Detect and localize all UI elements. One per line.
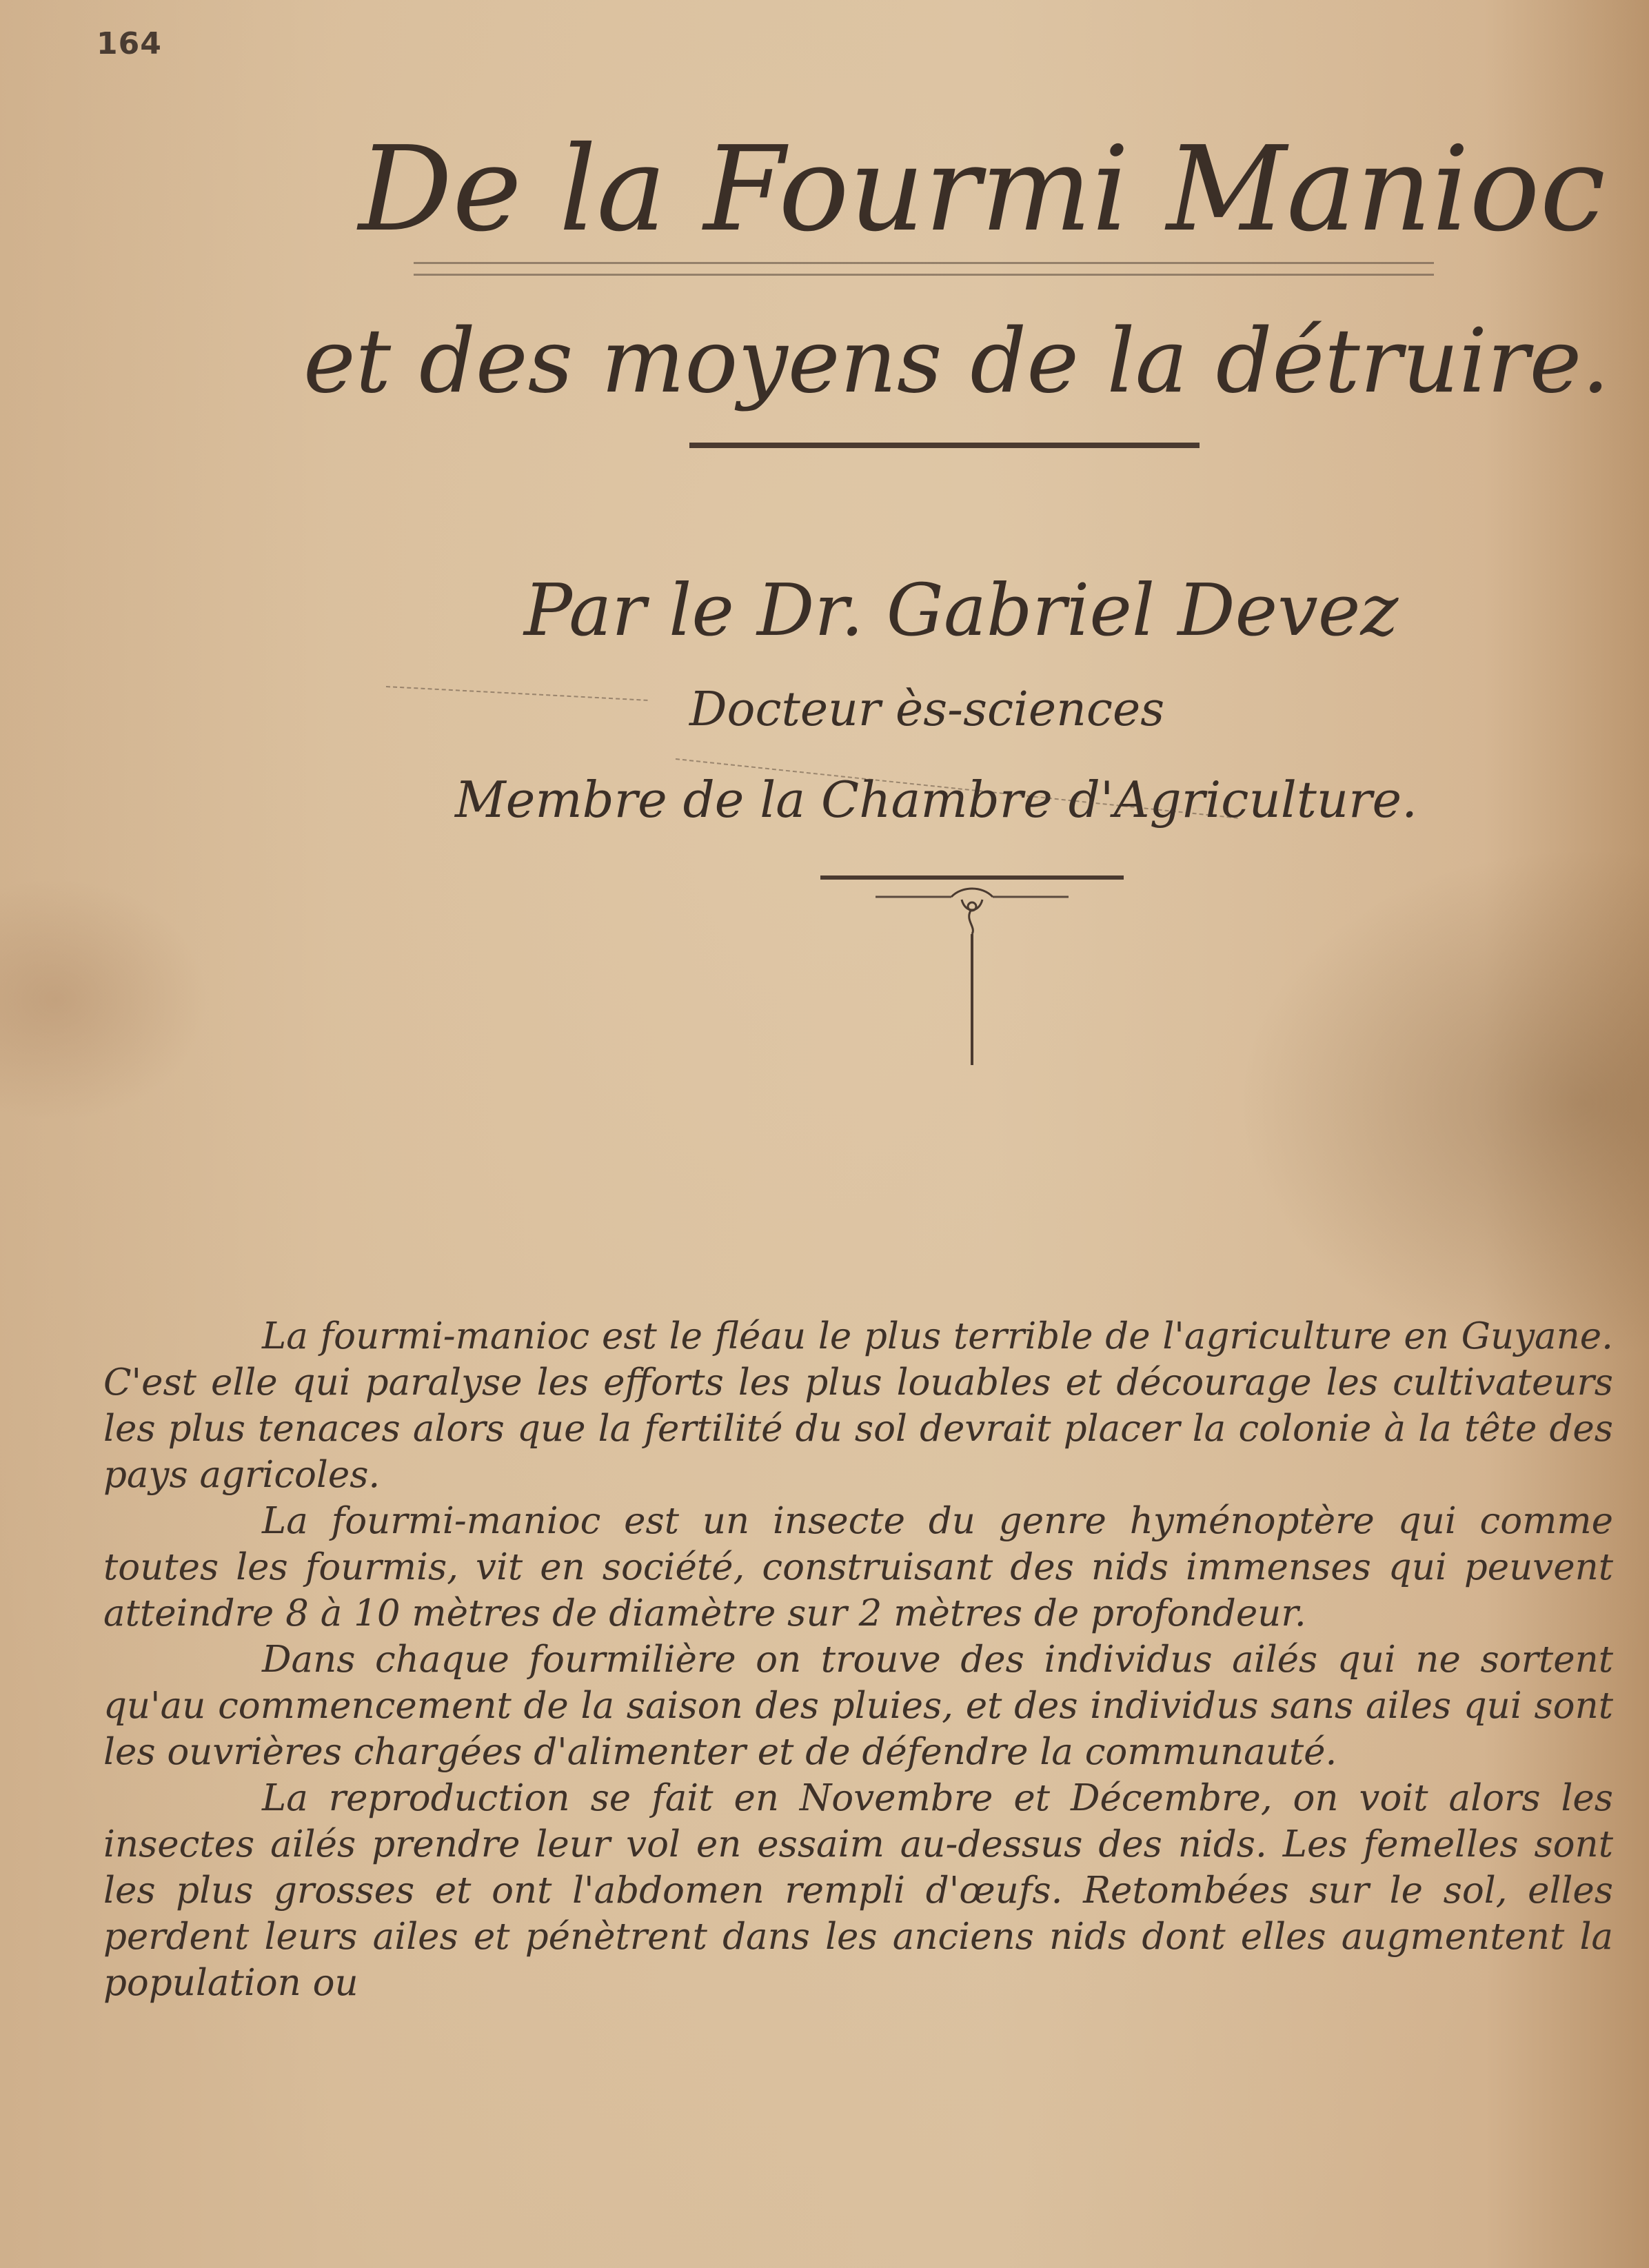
author-name: Par le Dr. Gabriel Devez: [524, 568, 1399, 652]
page-number: 164: [97, 26, 162, 61]
pencil-stroke: [386, 686, 648, 701]
paragraph: La reproduction se fait en Novembre et Décembre, on voit alors les insectes ailés prendre leur vol en essaim au-dessus des nids. Les femelles sont les plus grosses et ont l'abdomen rempli d'œufs. Retombées sur le sol, elles perdent leurs ailes et pénètrent dans les anciens nids dont elles augmentent la population ou: [103, 1777, 1613, 2004]
ornamental-divider: [813, 865, 1131, 1072]
title-underline: [689, 443, 1200, 448]
title-line-1: De la Fourmi Manioc: [358, 121, 1606, 258]
author-membership: Membre de la Chambre d'Agriculture.: [455, 771, 1418, 829]
paragraph: La fourmi-manioc est un insecte du genre hyménoptère qui comme toutes les fourmis, vit en société, construisant des nids immenses qui peuvent atteindre 8 à 10 mètres de diamètre sur 2 mètres de profondeur.: [103, 1500, 1613, 1634]
title-line-2: et des moyens de la détruire.: [303, 310, 1610, 413]
paragraph: La fourmi-manioc est le fléau le plus terrible de l'agriculture en Guyane. C'est elle qui paralyse les efforts les plus louables et décourage les cultivateurs les plus tenaces alors que la fertilité du sol devrait placer la colonie à la tête des pays agricoles.: [103, 1315, 1613, 1496]
title-underline-double: [414, 262, 1434, 276]
author-degree: Docteur ès-sciences: [689, 682, 1165, 737]
body-text: [103, 1313, 1613, 2006]
paragraph: Dans chaque fourmilière on trouve des individus ailés qui ne sortent qu'au commencement de la saison des pluies, et des individus sans ailes qui sont les ouvrières chargées d'alimenter et de défendre la communauté.: [103, 1639, 1613, 1773]
